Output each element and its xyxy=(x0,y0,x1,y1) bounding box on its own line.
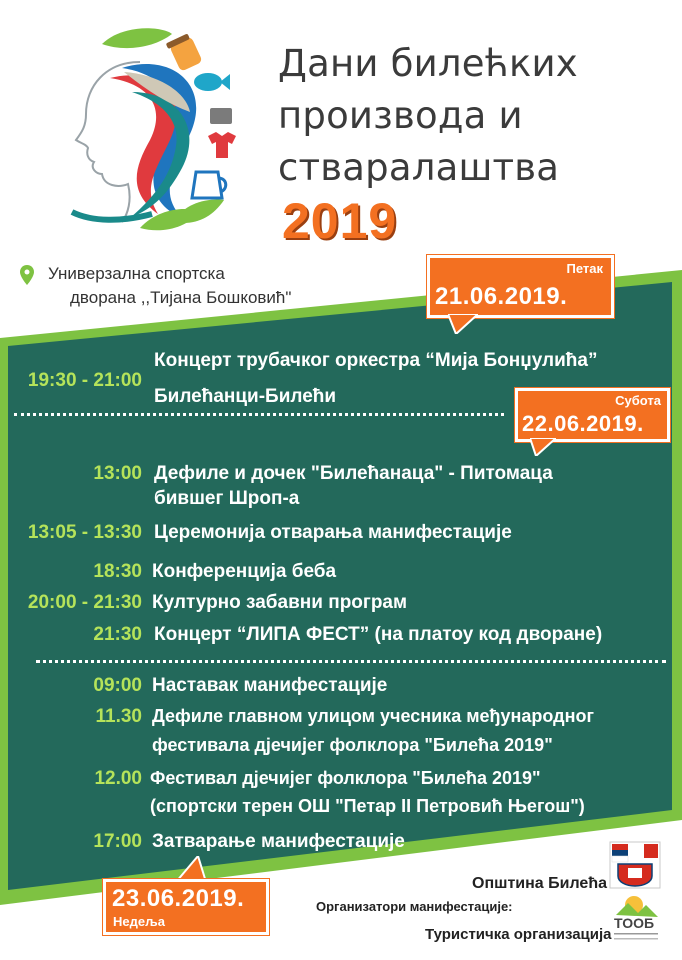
venue-line-1: Универзална спортска xyxy=(48,264,225,283)
separator-dotted xyxy=(14,413,504,416)
title-line-3: стваралаштва xyxy=(278,146,560,189)
venue-line-2: дворана ,,Тијана Бошковић" xyxy=(70,288,292,307)
organizers-label: Организатори манифестације: xyxy=(316,899,513,914)
schedule-item-saturday-3 xyxy=(0,561,682,587)
municipality-coat-of-arms-icon xyxy=(606,840,664,890)
schedule-description: Културно забавни програм xyxy=(152,592,408,613)
schedule-description: Конференција беба xyxy=(152,561,337,582)
schedule-description: Дефиле главном улицом учесника међународног xyxy=(152,706,594,726)
day-label-sunday: Недеља xyxy=(113,914,165,929)
schedule-description: Затварање манифестације xyxy=(152,831,405,852)
schedule-description-line-2: фестивала дјечијег фолклора "Билећа 2019" xyxy=(152,735,553,755)
schedule-item-sunday-3 xyxy=(0,768,682,824)
schedule-description: Концерт “ЛИПА ФЕСТ” (на платоу код дворане) xyxy=(154,624,603,645)
tourism-organization-name: Туристичка организација xyxy=(425,926,612,943)
date-saturday: 22.06.2019. xyxy=(522,411,644,436)
schedule-description: Концерт трубачког оркестра “Мија Бонџулића” xyxy=(154,350,598,371)
schedule-item-sunday-2 xyxy=(0,706,682,762)
day-label-friday: Петак xyxy=(566,261,603,276)
title-line-2: производа и xyxy=(278,94,523,137)
schedule-time: 13:00 xyxy=(93,463,142,484)
date-friday: 21.06.2019. xyxy=(435,283,568,310)
schedule-time: 19:30 - 21:00 xyxy=(27,370,142,391)
schedule-time: 12.00 xyxy=(94,768,142,789)
title-year: 2019 xyxy=(282,193,398,249)
schedule-time: 17:00 xyxy=(93,831,142,852)
day-label-saturday: Субота xyxy=(615,393,661,408)
schedule-description-line-2: бившег Шроп-а xyxy=(154,488,300,509)
schedule-description: Фестивал дјечијег фолклора "Билећа 2019" xyxy=(150,768,541,788)
schedule-time: 20:00 - 21:30 xyxy=(27,592,142,613)
schedule-time: 09:00 xyxy=(93,675,142,696)
separator-dotted xyxy=(36,660,666,663)
schedule-description-line-2: Билећанци-Билећи xyxy=(154,386,337,407)
schedule-description: Дефиле и дочек "Билећанаца" - Питомаца xyxy=(154,463,553,484)
schedule-item-sunday-4 xyxy=(0,831,682,857)
schedule-time: 18:30 xyxy=(93,561,142,582)
schedule-item-saturday-1 xyxy=(0,463,682,519)
date-badge-sunday xyxy=(103,879,269,935)
date-badge-pointer-saturday xyxy=(530,438,556,456)
schedule-description: Церемонија отварања манифестације xyxy=(154,522,512,543)
schedule-time: 13:05 - 13:30 xyxy=(27,522,142,543)
schedule-description-line-2: (спортски терен ОШ "Петар II Петровић Његош") xyxy=(150,796,585,816)
date-sunday: 23.06.2019. xyxy=(112,885,245,912)
municipality-name: Општина Билећа xyxy=(472,875,607,892)
schedule-item-saturday-4 xyxy=(0,592,682,618)
schedule-time: 21:30 xyxy=(93,624,142,645)
schedule-item-sunday-1 xyxy=(0,675,682,701)
schedule-item-saturday-5 xyxy=(0,624,682,650)
date-badge-pointer-friday xyxy=(448,314,478,334)
schedule-time: 11.30 xyxy=(95,706,142,727)
schedule-description: Наставак манифестације xyxy=(152,675,388,696)
date-badge-friday xyxy=(427,255,614,318)
date-badge-saturday xyxy=(515,388,670,442)
schedule-item-saturday-2 xyxy=(0,522,682,548)
title-line-1: Дани билећких xyxy=(278,42,578,85)
tourism-logo-text: ТООБ xyxy=(614,915,655,931)
